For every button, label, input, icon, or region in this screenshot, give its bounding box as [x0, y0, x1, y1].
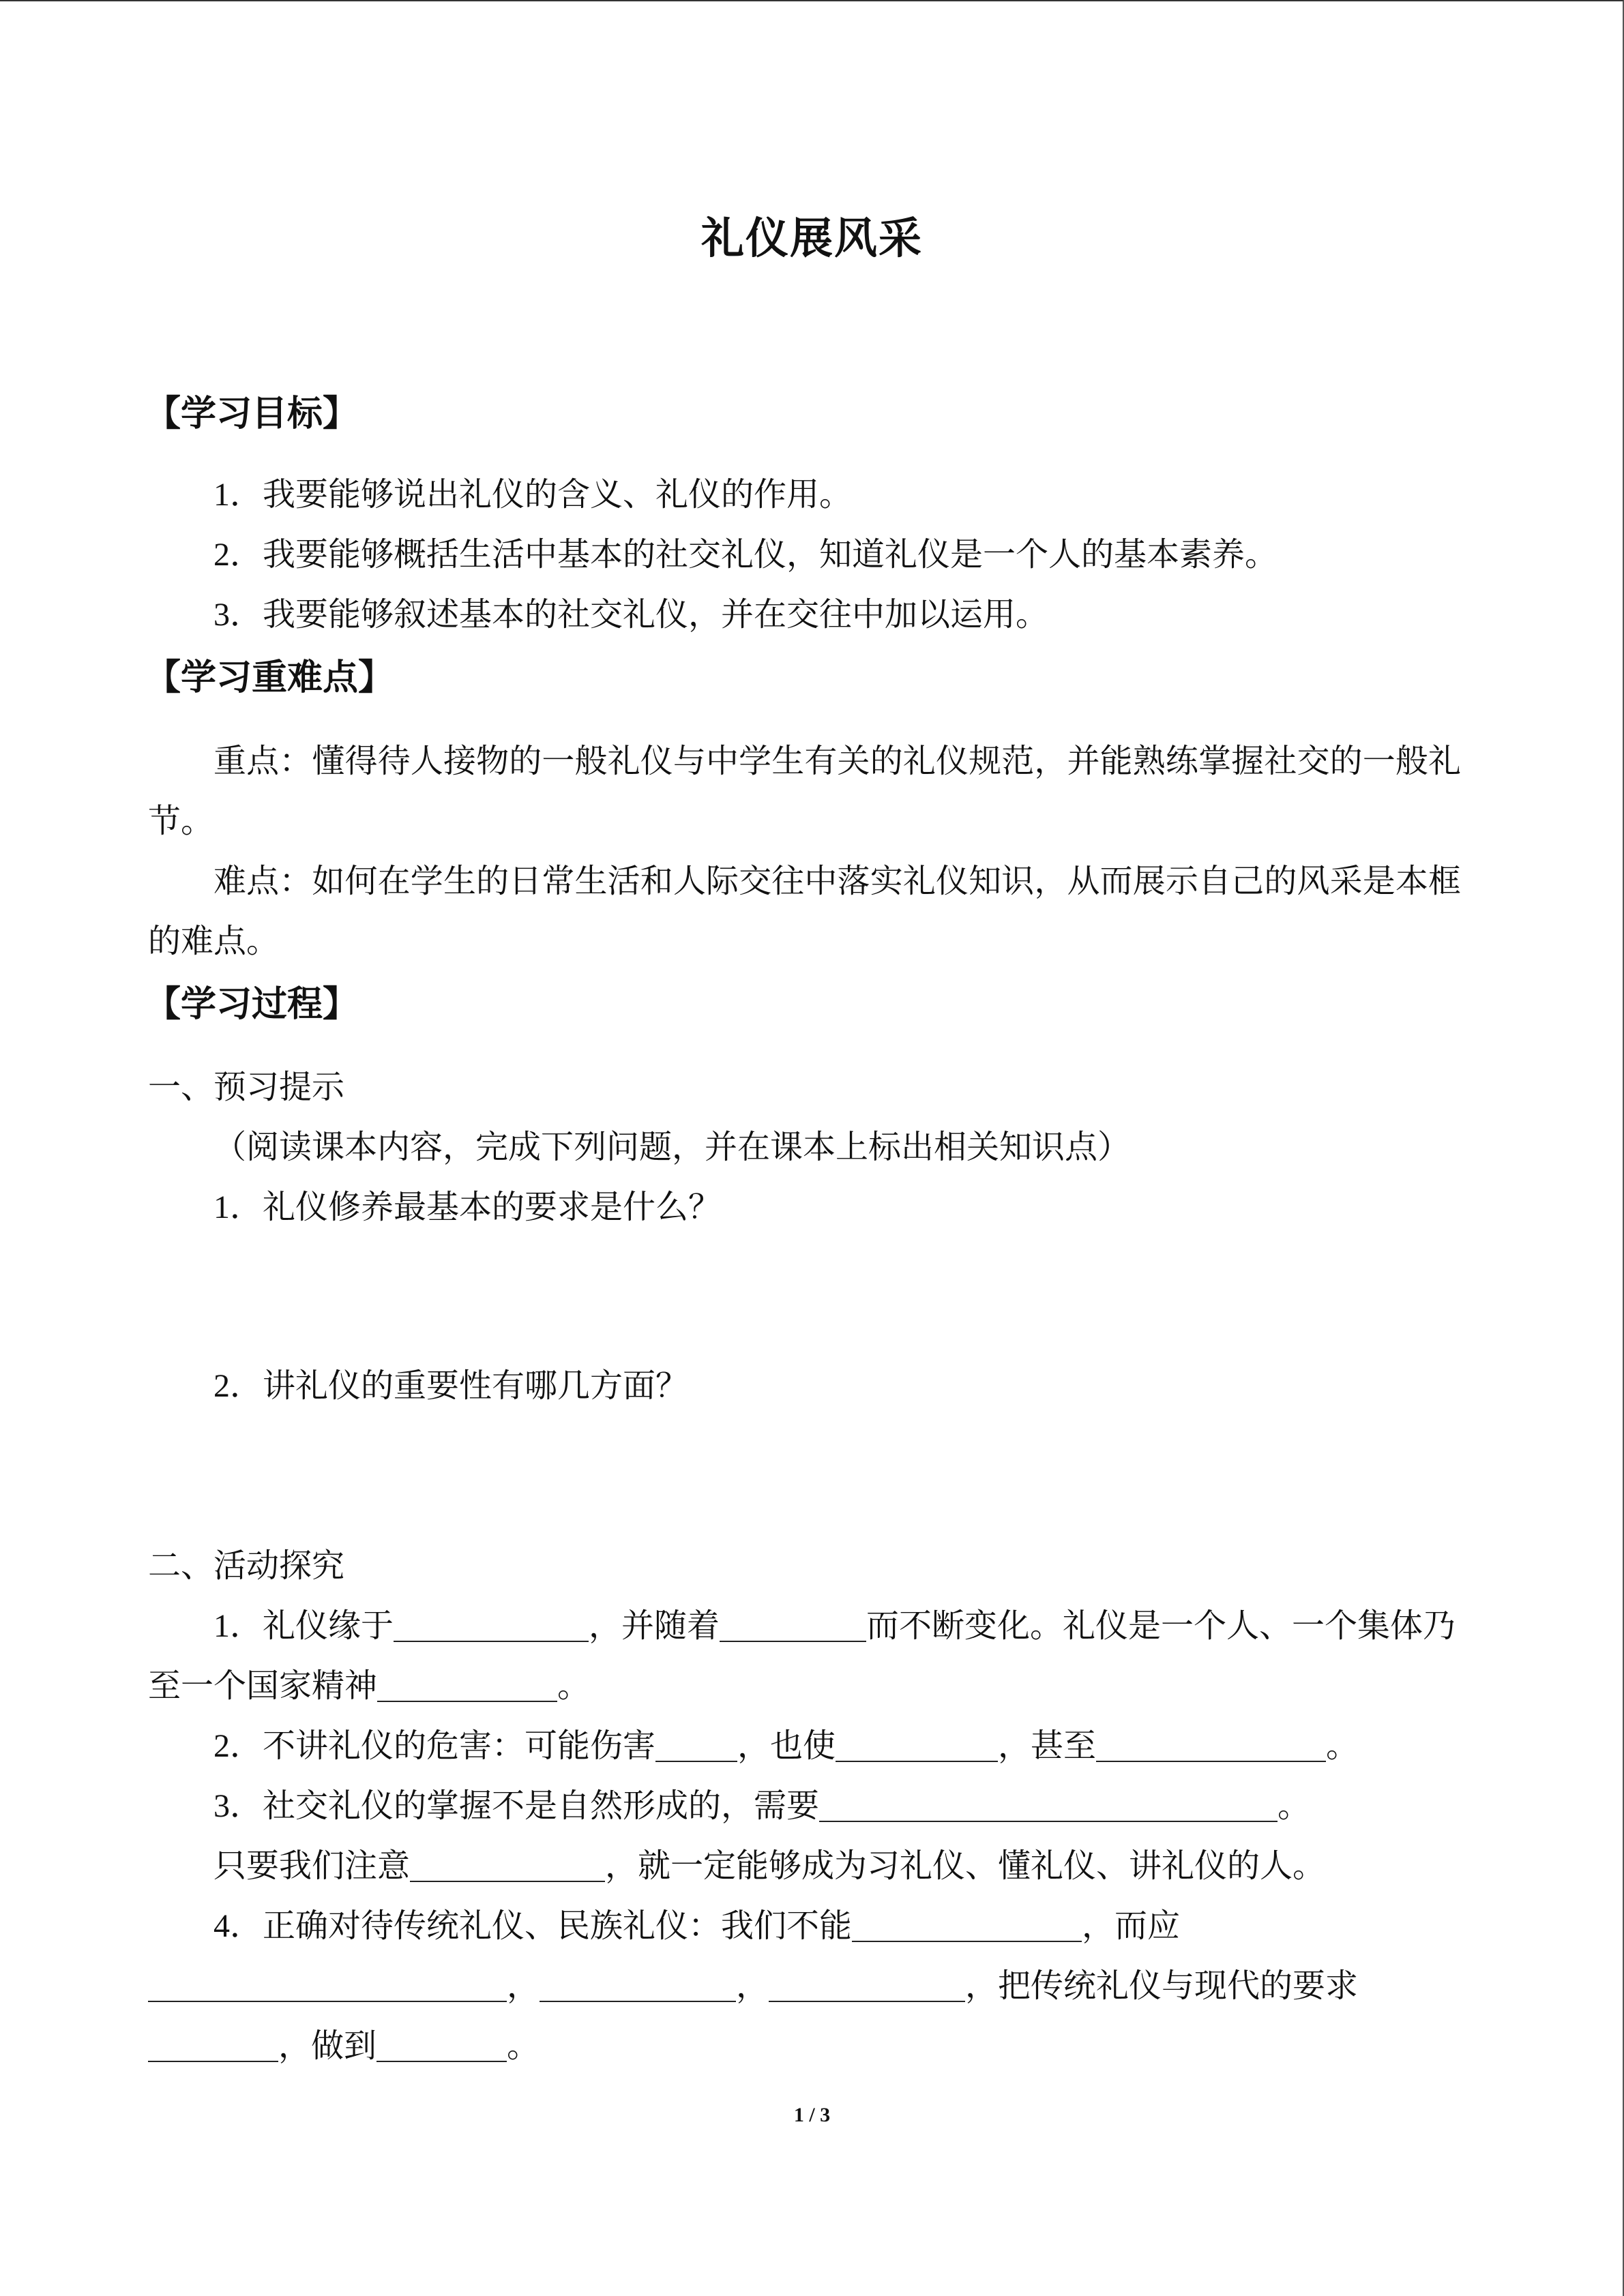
activity-text: 。: [1326, 1728, 1359, 1764]
fill-in-blank: [148, 2001, 507, 2002]
preview-question: 2．讲礼仪的重要性有哪几方面？: [213, 1368, 689, 1404]
fill-in-blank: [836, 1761, 998, 1762]
activity-item-1-line-1: [148, 1596, 1456, 1656]
fill-in-blank: [394, 1641, 589, 1642]
section-heading-goals: 【学习目标】: [145, 394, 359, 434]
page-title: 礼仪展风采: [701, 215, 923, 263]
section-heading-focus: 【学习重难点】: [145, 658, 394, 698]
activity-text: 。: [557, 1668, 591, 1704]
activity-text: ，并随着: [589, 1608, 720, 1644]
fill-in-blank: [410, 1881, 605, 1882]
activity-text: 。: [1278, 1788, 1311, 1824]
activity-text: 至一个国家精神: [148, 1668, 378, 1704]
activity-text: 只要我们注意: [213, 1848, 411, 1884]
preview-note: （阅读课本内容，完成下列问题，并在课本上标出相关知识点）: [213, 1129, 1131, 1165]
activity-text: ，: [736, 1968, 769, 2004]
fill-in-blank: [655, 1761, 737, 1762]
fill-in-blank: [852, 1941, 1082, 1942]
fill-in-blank: [148, 2061, 278, 2062]
activity-item-4-line-3: [148, 2016, 540, 2076]
activity-heading: 二、活动探究: [148, 1548, 345, 1584]
page-number: 1 / 3: [793, 2104, 831, 2126]
activity-text: ，把传统礼仪与现代的要求: [965, 1968, 1359, 2004]
fill-in-blank: [1096, 1761, 1326, 1762]
preview-heading: 一、预习提示: [148, 1069, 345, 1105]
activity-item-3-line-2: [148, 1836, 1325, 1896]
key-point-paragraph: 重点：懂得待人接物的一般礼仪与中学生有关的礼仪规范，并能熟练掌握社交的一般礼节。: [148, 743, 1461, 839]
activity-text: 1．礼仪缘于: [213, 1608, 394, 1644]
activity-item-1-line-2: [148, 1656, 590, 1716]
activity-text: ，就一定能够成为习礼仪、懂礼仪、讲礼仪的人。: [605, 1848, 1326, 1884]
preview-question: 1．礼仪修养最基本的要求是什么？: [213, 1189, 722, 1225]
activity-text: ，而应: [1082, 1908, 1181, 1944]
fill-in-blank: [720, 1641, 866, 1642]
fill-in-blank: [819, 1821, 1278, 1822]
activity-text: 3．社交礼仪的掌握不是自然形成的，需要: [213, 1788, 820, 1824]
activity-item-3-line-1: [148, 1776, 1310, 1836]
activity-text: ，做到: [278, 2028, 377, 2064]
activity-text: ，甚至: [998, 1728, 1097, 1764]
fill-in-blank: [769, 2001, 965, 2002]
activity-item-4-line-1: [148, 1896, 1180, 1956]
section-heading-process: 【学习过程】: [145, 985, 359, 1024]
fill-in-blank: [377, 1701, 557, 1702]
activity-text: 。: [507, 2028, 540, 2064]
activity-text: 2．不讲礼仪的危害：可能伤害: [213, 1728, 656, 1764]
goal-item: 1．我要能够说出礼仪的含义、礼仪的作用。: [213, 477, 853, 513]
activity-text: ，: [507, 1968, 540, 2004]
activity-item-2: [148, 1716, 1359, 1776]
activity-item-4-line-2: [148, 1956, 1358, 2016]
goal-item: 2．我要能够概括生活中基本的社交礼仪，知道礼仪是一个人的基本素养。: [213, 537, 1278, 573]
activity-text: 4．正确对待传统礼仪、民族礼仪：我们不能: [213, 1908, 853, 1944]
difficulty-paragraph: 难点：如何在学生的日常生活和人际交往中落实礼仪知识，从而展示自己的风采是本框的难点。: [148, 863, 1461, 959]
goal-item: 3．我要能够叙述基本的社交礼仪，并在交往中加以运用。: [213, 597, 1049, 633]
activity-text: 而不断变化。礼仪是一个人、一个集体乃: [866, 1608, 1456, 1644]
fill-in-blank: [377, 2061, 507, 2062]
activity-text: ，也使: [737, 1728, 836, 1764]
fill-in-blank: [540, 2001, 736, 2002]
